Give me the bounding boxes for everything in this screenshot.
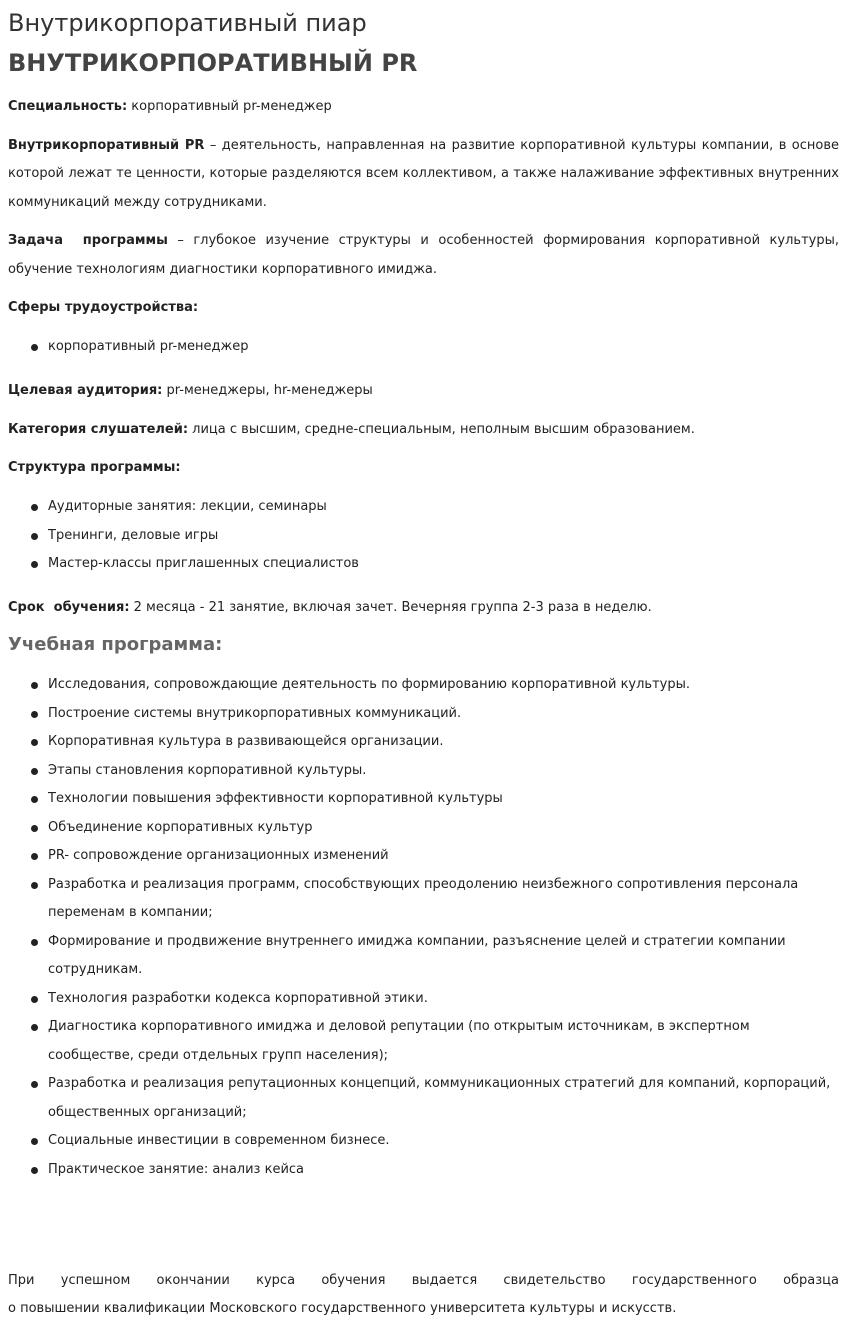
footer-line-1: При успешном окончании курса обучения выдается свидетельство государственного образца <box>8 1273 839 1288</box>
list-item: Корпоративная культура в развивающейся организации. <box>8 728 838 757</box>
list-item: Исследования, сопровождающие деятельность по формированию корпоративной культуры. <box>8 671 838 700</box>
list-item: Социальные инвестиции в современном бизнесе. <box>8 1127 838 1156</box>
bullet-icon <box>31 711 38 718</box>
bullet-icon <box>31 533 38 540</box>
bullet-icon <box>31 996 38 1003</box>
footer-line-2: о повышении квалификации Московского государственного университета культуры и искусств. <box>8 1301 677 1316</box>
task-line-2: обучение технологиям диагностики корпоративного имиджа. <box>8 262 438 277</box>
curriculum-list <box>8 671 839 1184</box>
audience-label: Целевая аудитория: <box>8 383 163 398</box>
definition-term: Внутрикорпоративный PR <box>8 138 205 153</box>
list-item: Практическое занятие: анализ кейса <box>8 1156 838 1185</box>
specialty-label: Специальность: <box>8 99 128 114</box>
bullet-icon <box>31 1167 38 1174</box>
bullet-icon <box>31 939 38 946</box>
bullet-icon <box>31 739 38 746</box>
bullet-icon <box>31 1138 38 1145</box>
bullet-icon <box>31 682 38 689</box>
category-line: Категория слушателей: лица с высшим, средне-специальным, неполным высшим образованием. <box>8 422 695 437</box>
duration-label: Срок обучения: <box>8 600 130 615</box>
bullet-icon <box>31 1081 38 1088</box>
list-item: корпоративный pr-менеджер <box>8 333 838 362</box>
bullet-icon <box>31 344 38 351</box>
curriculum-title: Учебная программа: <box>8 634 223 655</box>
task-line-1: Задача программы – глубокое изучение структуры и особенностей формирования корпоративной культуры, <box>8 233 839 248</box>
specialty-line <box>8 93 332 122</box>
article-heading: ВНУТРИКОРПОРАТИВНЫЙ PR <box>8 49 418 77</box>
list-item: Технология разработки кодекса корпоративной этики. <box>8 985 838 1014</box>
specialty-text: корпоративный pr-менеджер <box>127 99 332 114</box>
structure-list <box>8 493 839 579</box>
structure-label: Структура программы: <box>8 460 181 475</box>
bullet-icon <box>31 882 38 889</box>
bullet-icon <box>31 1024 38 1031</box>
task-label: Задача программы <box>8 233 168 248</box>
bullet-icon <box>31 825 38 832</box>
employment-list <box>8 333 839 362</box>
list-item: Разработка и реализация программ, способствующих преодолению неизбежного сопротивления персонала переменам в компании; <box>8 871 838 928</box>
list-item: Формирование и продвижение внутреннего имиджа компании, разъяснение целей и стратегии компании сотрудникам. <box>8 928 838 985</box>
list-item: Тренинги, деловые игры <box>8 522 838 551</box>
definition-line-2: которой лежат те ценности, которые разделяются всем коллективом, а также налаживание эффективных внутренних <box>8 166 839 181</box>
duration-line: Срок обучения: 2 месяца - 21 занятие, включая зачет. Вечерняя группа 2-3 раза в неделю. <box>8 600 652 615</box>
bullet-icon <box>31 853 38 860</box>
bullet-icon <box>31 796 38 803</box>
list-item: PR- сопровождение организационных изменений <box>8 842 838 871</box>
list-item: Построение системы внутрикорпоративных коммуникаций. <box>8 700 838 729</box>
audience-line: Целевая аудитория: pr-менеджеры, hr-менеджеры <box>8 383 373 398</box>
bullet-icon <box>31 768 38 775</box>
category-label: Категория слушателей: <box>8 422 189 437</box>
bullet-icon <box>31 504 38 511</box>
employment-label: Сферы трудоустройства: <box>8 300 199 315</box>
list-item: Диагностика корпоративного имиджа и деловой репутации (по открытым источникам, в экспертном сообществе, среди отдельных групп населения); <box>8 1013 838 1070</box>
list-item: Аудиторные занятия: лекции, семинары <box>8 493 838 522</box>
definition-line-3: коммуникаций между сотрудниками. <box>8 195 267 210</box>
list-item: Объединение корпоративных культур <box>8 814 838 843</box>
page-title: Внутрикорпоративный пиар <box>8 9 367 37</box>
list-item: Технологии повышения эффективности корпоративной культуры <box>8 785 838 814</box>
list-item: Мастер-классы приглашенных специалистов <box>8 550 838 579</box>
list-item: Разработка и реализация репутационных концепций, коммуникационных стратегий для компаний, корпораций, общественных организаций; <box>8 1070 838 1127</box>
bullet-icon <box>31 561 38 568</box>
list-item: Этапы становления корпоративной культуры. <box>8 757 838 786</box>
definition-line-1: Внутрикорпоративный PR – деятельность, направленная на развитие корпоративной культуры компании, в основе <box>8 138 839 153</box>
